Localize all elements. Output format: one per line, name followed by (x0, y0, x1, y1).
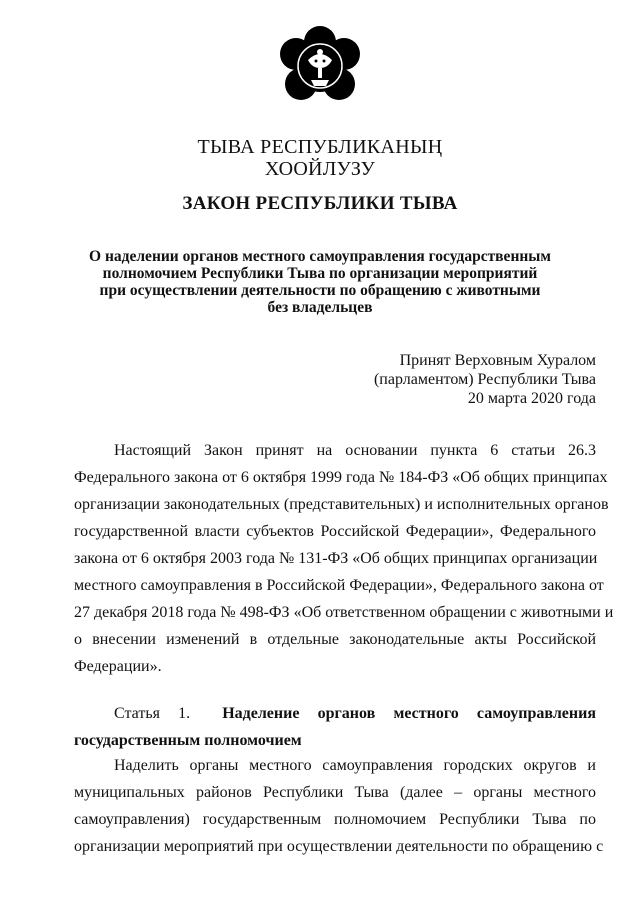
article-label: Статья 1. (114, 705, 191, 722)
paragraph-line: самоуправления) государственным полномочием Республики Тыва по (74, 811, 596, 828)
adoption-line: (парламентом) Республики Тыва (373, 371, 596, 388)
article-title: Наделение органов местного самоуправления (222, 705, 597, 722)
article-1-heading (74, 700, 596, 754)
paragraph-line: Настоящий Закон принят на основании пункта 6 статьи 26.3 (114, 442, 596, 459)
paragraph-line: местного самоуправления в Российской Федерации», Федерального закона от (74, 577, 604, 594)
subject-line: при осуществлении деятельности по обращению с животными (99, 282, 541, 299)
law-subject (0, 248, 640, 316)
subject-line: О наделении органов местного самоуправления государственным (89, 248, 551, 265)
title-line-1: ТЫВА РЕСПУБЛИКАНЫҢ (197, 136, 443, 158)
paragraph-line: закона от 6 октября 2003 года № 131-ФЗ «Об общих принципах организации (74, 550, 598, 567)
law-title: ЗАКОН РЕСПУБЛИКИ ТЫВА (182, 193, 458, 214)
document-title (0, 136, 640, 180)
paragraph-line: организации законодательных (представительных) и исполнительных органов (74, 496, 609, 513)
adoption-block (374, 351, 596, 408)
article-1-paragraph (74, 752, 604, 860)
article-title-continued: государственным полномочием (74, 732, 302, 749)
paragraph-line: государственной власти субъектов Российской Федерации», Федерального (74, 523, 596, 540)
subject-line: полномочием Республики Тыва по организации мероприятий (102, 265, 538, 282)
article-heading-line (74, 700, 596, 727)
paragraph-line: муниципальных районов Республики Тыва (далее – органы местного (74, 784, 596, 801)
paragraph-line: Федерации». (74, 658, 162, 675)
subject-line: без владельцев (267, 299, 373, 316)
adoption-line: Принят Верховным Хуралом (399, 352, 596, 369)
paragraph-line: Федерального закона от 6 октября 1999 года № 184-ФЗ «Об общих принципах (74, 469, 608, 486)
preamble-paragraph (74, 437, 614, 680)
paragraph-line: 27 декабря 2018 года № 498-ФЗ «Об ответственном обращении с животными и (74, 604, 614, 621)
title-line-2: ХООЙЛУЗУ (264, 158, 376, 180)
paragraph-line: о внесении изменений в отдельные законодательные акты Российской (74, 631, 596, 648)
adoption-date: 20 марта 2020 года (467, 390, 596, 407)
paragraph-line: организации мероприятий при осуществлении деятельности по обращению с (74, 838, 604, 855)
tuva-emblem-icon (275, 24, 365, 114)
paragraph-line: Наделить органы местного самоуправления городских округов и (114, 757, 596, 774)
